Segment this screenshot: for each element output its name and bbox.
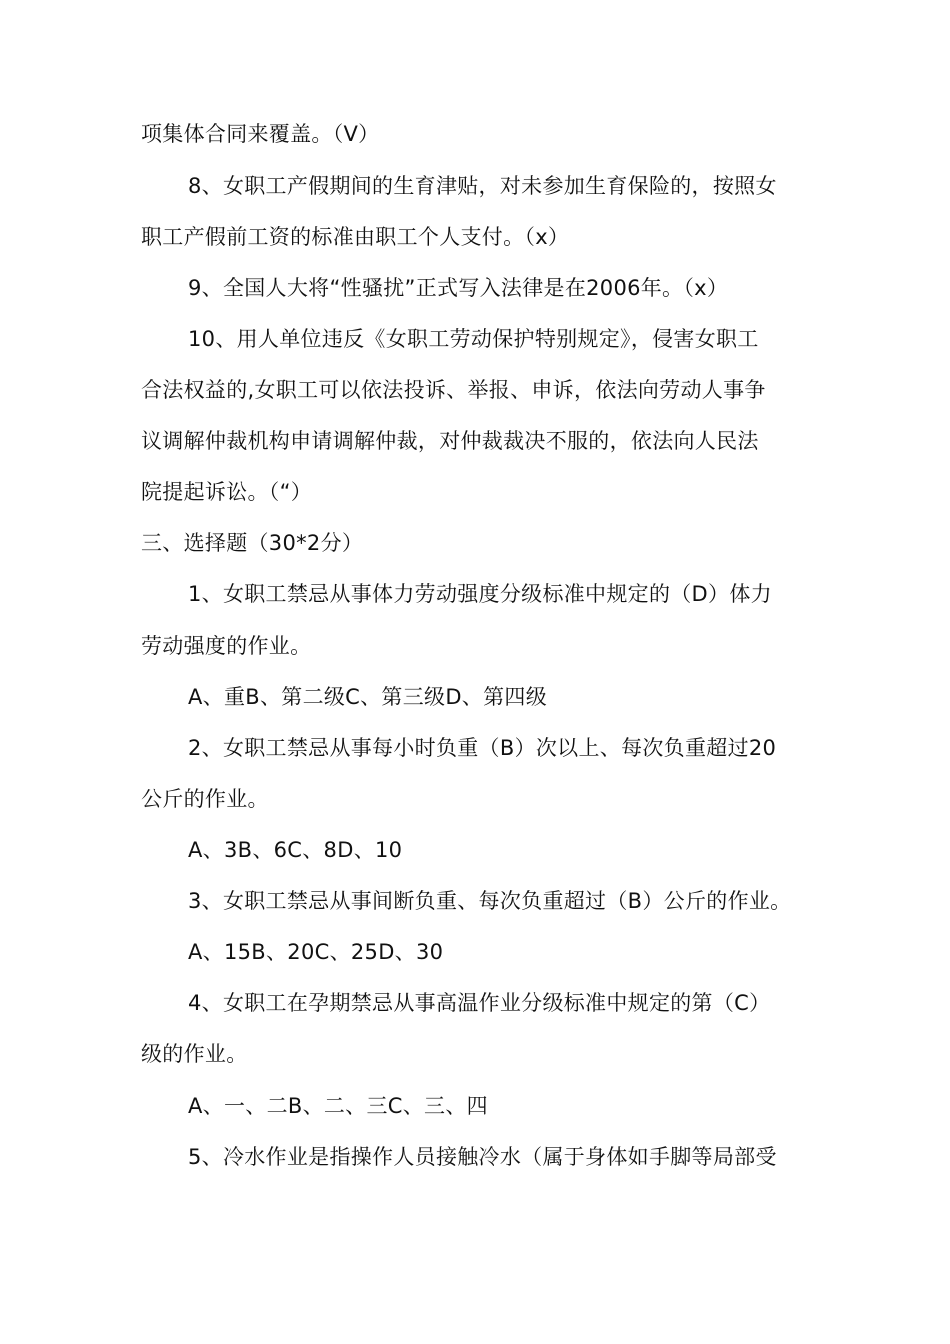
question-text: 2、女职工禁忌从事每小时负重（B）次以上、每次负重超过20 [188,736,777,760]
text-line: 职工产假前工资的标准由职工个人支付。（x） [141,225,570,249]
answer-options: A、3B、6C、8D、10 [188,838,403,862]
text-line: 项集体合同来覆盖。（V） [141,122,380,146]
text-line: 10、用人单位违反《女职工劳动保护特别规定》，侵害女职工 [188,327,759,351]
text-line: 9、全国人大将“性骚扰”正式写入法律是在2006年。（x） [188,276,729,300]
question-text: 5、冷水作业是指操作人员接触冷水（属于身体如手脚等局部受 [188,1145,777,1169]
text-line: 院提起诉讼。（“） [141,480,313,504]
answer-options: A、重B、第二级C、第三级D、第四级 [188,685,548,709]
text-line: 议调解仲裁机构申请调解仲裁，对仲裁裁决不服的，依法向人民法 [141,429,759,453]
question-text: 4、女职工在孕期禁忌从事高温作业分级标准中规定的第（C） [188,991,771,1015]
question-text: 3、女职工禁忌从事间断负重、每次负重超过（B）公斤的作业。 [188,889,792,913]
text-line: 合法权益的,女职工可以依法投诉、举报、申诉，依法向劳动人事争 [141,378,766,402]
question-text: 级的作业。 [141,1042,248,1066]
text-line: 8、女职工产假期间的生育津贴，对未参加生育保险的，按照女 [188,174,777,198]
answer-options: A、15B、20C、25D、30 [188,940,444,964]
section-heading: 三、选择题（30*2分） [141,531,364,555]
question-text: 劳动强度的作业。 [141,634,312,658]
question-text: 公斤的作业。 [141,787,269,811]
answer-options: A、一、二B、二、三C、三、四 [188,1094,488,1118]
question-text: 1、女职工禁忌从事体力劳动强度分级标准中规定的（D）体力 [188,582,772,606]
